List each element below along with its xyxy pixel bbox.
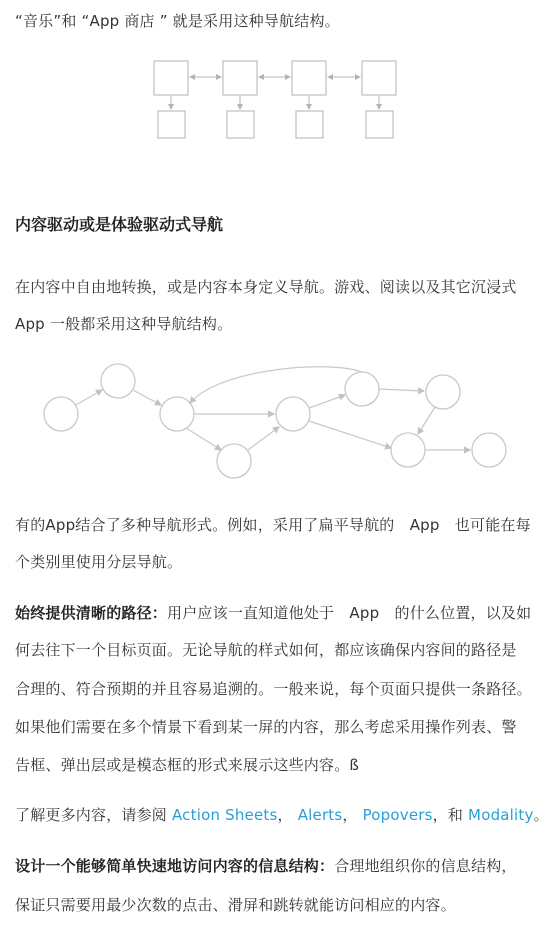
node-e (276, 397, 310, 431)
para3-line1 (15, 602, 540, 624)
para4-line (15, 804, 549, 826)
para2-line1: 有的App结合了多种导航形式。例如，采用了扁平导航的 App 也可能在每 (15, 516, 531, 534)
para3-line4: 如果他们需要在多个情景下看到某一屏的内容，那么考虑采用操作列表、警 (15, 718, 517, 736)
para3-lead: 始终提供清晰的路径： (15, 604, 168, 622)
sub-box-4 (366, 111, 393, 138)
para5-text-1: 合理地组织你的信息结构， (334, 857, 517, 875)
para4-sep3: ，和 (432, 806, 469, 824)
top-box-4 (362, 61, 396, 95)
top-box-1 (154, 61, 188, 95)
node-b (101, 364, 135, 398)
para5-lead: 设计一个能够简单快速地访问内容的信息结构： (15, 857, 335, 875)
para4-sep1: ， (277, 806, 298, 824)
top-box-3 (292, 61, 326, 95)
node-h (391, 433, 425, 467)
node-a (44, 397, 78, 431)
para2-line2: 个类别里使用分层导航。 (15, 553, 183, 571)
top-box-2 (223, 61, 257, 95)
para3-line3: 合理的、符合预期的并且容易追溯的。一般来说，每个页面只提供一条路径。 (15, 680, 532, 698)
sub-box-1 (158, 111, 185, 138)
para1-line1: 在内容中自由地转换，或是内容本身定义导航。游戏、阅读以及其它沉浸式 (15, 278, 517, 296)
content-navigation-diagram (0, 355, 552, 485)
node-i (472, 433, 506, 467)
link-alerts[interactable]: Alerts (297, 806, 343, 824)
link-modality[interactable]: Modality (468, 806, 534, 824)
sub-box-2 (227, 111, 254, 138)
node-d (217, 444, 251, 478)
para4-prefix: 了解更多内容，请参阅 (15, 806, 172, 824)
para1-line2: App 一般都采用这种导航结构。 (15, 315, 233, 333)
section-heading: 内容驱动或是体验驱动式导航 (15, 215, 224, 234)
para5-line2: 保证只需要用最少次数的点击、滑屏和跳转就能访问相应的内容。 (15, 896, 456, 914)
intro-line: “音乐”和 “App 商店 ” 就是采用这种导航结构。 (15, 12, 340, 30)
para3-line5: 告框、弹出层或是模态框的形式来展示这些内容。ß (15, 756, 360, 774)
para3-line2: 何去往下一个目标页面。无论导航的样式如何，都应该确保内容间的路径是 (15, 641, 517, 659)
sub-box-3 (296, 111, 323, 138)
node-g (426, 375, 460, 409)
para5-line1 (15, 855, 540, 877)
para4-suffix: 。 (533, 806, 549, 824)
flat-navigation-diagram (0, 50, 552, 200)
link-popovers[interactable]: Popovers (362, 806, 433, 824)
para4-sep2: ， (342, 806, 363, 824)
node-c (160, 397, 194, 431)
para3-text-1: 用户应该一直知道他处于 App 的什么位置，以及如 (167, 604, 532, 622)
node-f (345, 372, 379, 406)
link-action-sheets[interactable]: Action Sheets (171, 806, 278, 824)
